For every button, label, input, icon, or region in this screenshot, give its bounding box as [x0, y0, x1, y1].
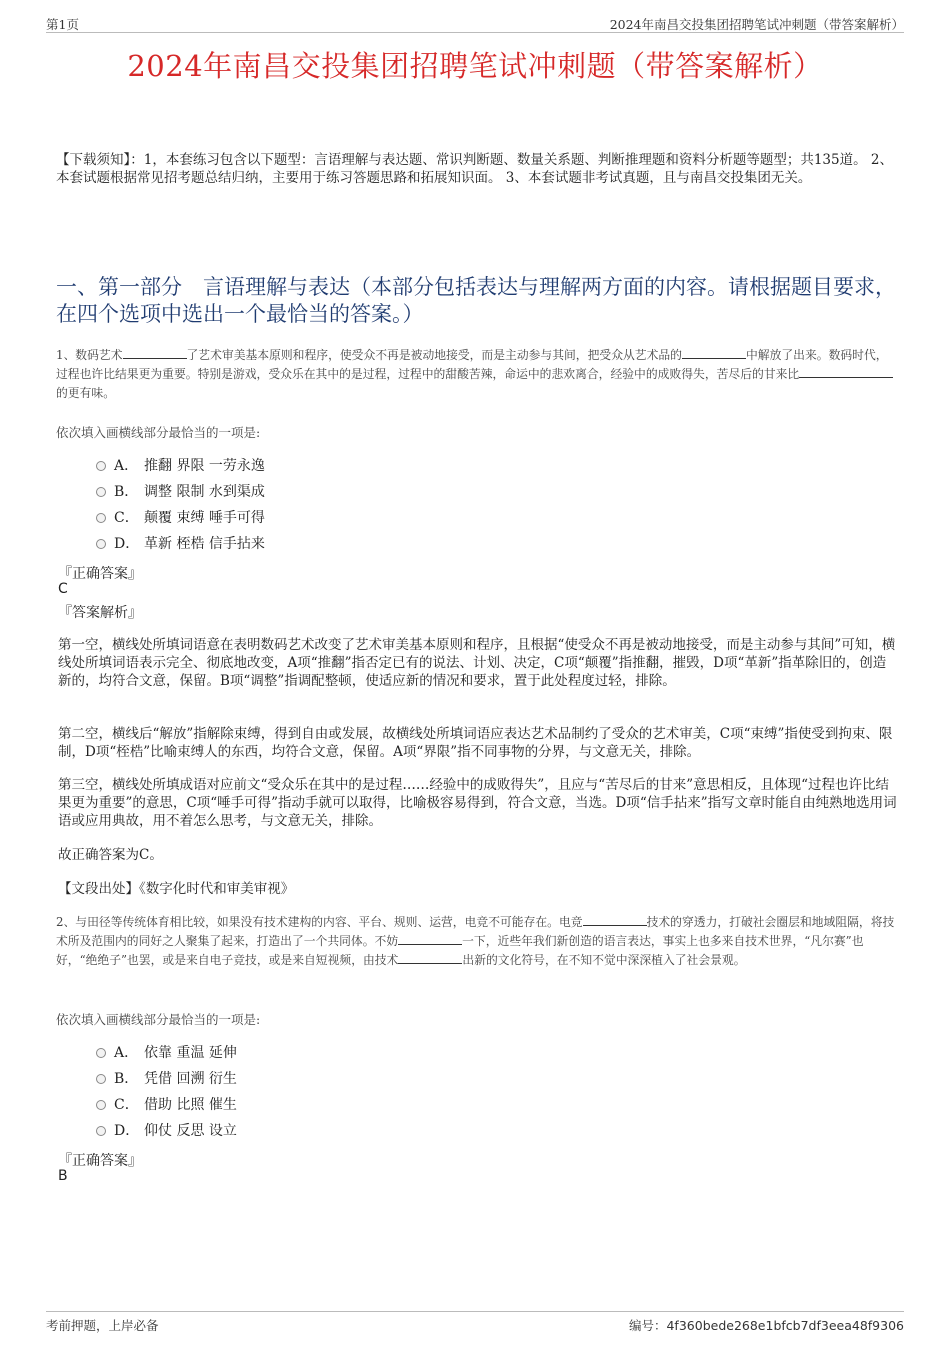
- q2-text-part: 2、与田径等传统体育相比较，如果没有技术建构的内容、平台、规则、运营，电竞不可能存在。电竞: [56, 915, 583, 929]
- q1-text-part: 的更有味。: [56, 386, 115, 400]
- page-number: 第1页: [46, 17, 79, 32]
- option-c[interactable]: [96, 508, 265, 528]
- option-text: 推翻 界限 一劳永逸: [144, 458, 265, 474]
- option-letter: C．: [114, 1097, 139, 1113]
- question-2-stem: [56, 913, 898, 970]
- answer-label: 『正确答案』: [58, 1153, 142, 1169]
- q1-text-part: 中解放了出来。数码时代，过程也许比结果更为重要。特别是游戏，受众乐在其中的是过程，过程中的甜酸苦辣，命运中的悲欢离合，经验中的成败得失，苦尽后的甘来比: [56, 348, 888, 381]
- option-c[interactable]: [96, 1095, 237, 1115]
- q2-text-part: 出新的文化符号，在不知不觉中深深植入了社会景观。: [462, 953, 746, 967]
- analysis-paragraph: 第二空，横线后“解放”指解除束缚，得到自由或发展，故横线处所填词语应表达艺术品制约了受众的艺术审美，C项“束缚”指使受到拘束、限制，D项“桎梏”比喻束缚人的东西，均符合文意，保留。A项“界限”指不同事物的分界，与文意无关，排除。: [58, 726, 893, 760]
- radio-icon[interactable]: [96, 1048, 106, 1058]
- option-a[interactable]: [96, 456, 265, 476]
- option-b[interactable]: [96, 1069, 237, 1089]
- fill-blank: [123, 346, 187, 359]
- answer-value: B: [58, 1168, 68, 1184]
- section-heading: 一、第一部分 言语理解与表达（本部分包括表达与理解两方面的内容。请根据题目要求，在四个选项中选出一个最恰当的答案。）: [56, 275, 896, 326]
- option-letter: A．: [114, 1045, 139, 1061]
- analysis-conclusion: 故正确答案为C。: [58, 847, 163, 863]
- option-text: 调整 限制 水到渠成: [144, 484, 265, 500]
- radio-icon[interactable]: [96, 539, 106, 549]
- answer-label: 『正确答案』: [58, 566, 142, 582]
- analysis-paragraph: 第三空，横线处所填成语对应前文“受众乐在其中的是过程……经验中的成败得失”，且应与“苦尽后的甘来”意思相反，且体现“过程也许比结果更为重要”的意思，C项“唾手可得”指动手就可以取得，比喻极容易得到，符合文意，当选。D项“信手拈来”指写文章时能自由纯熟地选用词语或应用典故，用不着怎么思考，与文意无关，排除。: [58, 777, 897, 829]
- fill-blank: [682, 346, 746, 359]
- radio-icon[interactable]: [96, 461, 106, 471]
- option-letter: D．: [114, 536, 140, 552]
- option-d[interactable]: [96, 534, 265, 554]
- option-b[interactable]: [96, 482, 265, 502]
- radio-icon[interactable]: [96, 487, 106, 497]
- footer-slogan: 考前押题，上岸必备: [46, 1318, 159, 1333]
- option-text: 借助 比照 催生: [144, 1097, 237, 1113]
- question-1-prompt: 依次填入画横线部分最恰当的一项是:: [56, 425, 261, 440]
- option-letter: B．: [114, 1071, 139, 1087]
- code-value: 4f360bede268e1bfcb7df3eea48f9306: [666, 1318, 904, 1333]
- q1-text-part: 1、数码艺术: [56, 348, 123, 362]
- code-label: 编号：: [628, 1318, 667, 1333]
- question-2-prompt: 依次填入画横线部分最恰当的一项是:: [56, 1012, 261, 1027]
- download-notice: 【下载须知】：1，本套练习包含以下题型：言语理解与表达题、常识判断题、数量关系题、判断推理题和资料分析题等题型；共135道。 2、本套试题根据常见招考题总结归纳，主要用于练习答题思路和拓展知识面。 3、本套试题非考试真题，且与南昌交投集团无关。: [56, 152, 893, 186]
- radio-icon[interactable]: [96, 1126, 106, 1136]
- analysis-paragraph: 第一空，横线处所填词语意在表明数码艺术改变了艺术审美基本原则和程序，且根据“使受众不再是被动地接受，而是主动参与其间”可知，横线处所填词语表示完全、彻底地改变，A项“推翻”指否定已有的说法、计划、决定，C项“颠覆”指推翻，摧毁，D项“革新”指革除旧的，创造新的，均符合文意，保留。B项“调整”指调配整顿，使适应新的情况和要求，置于此处程度过轻，排除。: [58, 637, 896, 689]
- option-a[interactable]: [96, 1043, 237, 1063]
- source-citation: 【文段出处】《数字化时代和审美审视》: [58, 881, 295, 897]
- fill-blank: [583, 913, 647, 926]
- radio-icon[interactable]: [96, 513, 106, 523]
- option-d[interactable]: [96, 1121, 237, 1141]
- analysis-label: 『答案解析』: [58, 605, 142, 621]
- option-letter: B．: [114, 484, 139, 500]
- answer-value: C: [58, 581, 68, 597]
- header-doc-title: 2024年南昌交投集团招聘笔试冲刺题（带答案解析）: [609, 17, 904, 32]
- document-code: [629, 1316, 904, 1334]
- option-letter: D．: [114, 1123, 140, 1139]
- option-text: 依靠 重温 延伸: [144, 1045, 237, 1061]
- option-letter: A．: [114, 458, 139, 474]
- option-text: 革新 桎梏 信手拈来: [144, 536, 265, 552]
- page-header: [46, 14, 904, 33]
- option-letter: C．: [114, 510, 139, 526]
- fill-blank: [398, 951, 462, 964]
- page-footer: [46, 1311, 904, 1334]
- q2-text-part: 技术的穿透力，打破社会圈层和地域阻隔，将技术所及范围内的同好之人聚集了起来，打造出了一个共同体。不妨: [56, 915, 895, 948]
- option-text: 凭借 回溯 衍生: [144, 1071, 237, 1087]
- document-title: 2024年南昌交投集团招聘笔试冲刺题（带答案解析）: [127, 49, 823, 83]
- radio-icon[interactable]: [96, 1100, 106, 1110]
- option-text: 仰仗 反思 设立: [144, 1123, 237, 1139]
- q2-text-part: 一下，近些年我们新创造的语言表达，事实上也多来自技术世界，“凡尔赛”也好，“绝绝子”也罢，或是来自电子竞技，或是来自短视频，由技术: [56, 934, 864, 967]
- question-1-stem: [56, 346, 898, 403]
- q1-text-part: 了艺术审美基本原则和程序，使受众不再是被动地接受，而是主动参与其间，把受众从艺术品的: [186, 348, 682, 362]
- fill-blank: [398, 932, 462, 945]
- radio-icon[interactable]: [96, 1074, 106, 1084]
- fill-blank: [799, 365, 893, 378]
- option-text: 颠覆 束缚 唾手可得: [144, 510, 265, 526]
